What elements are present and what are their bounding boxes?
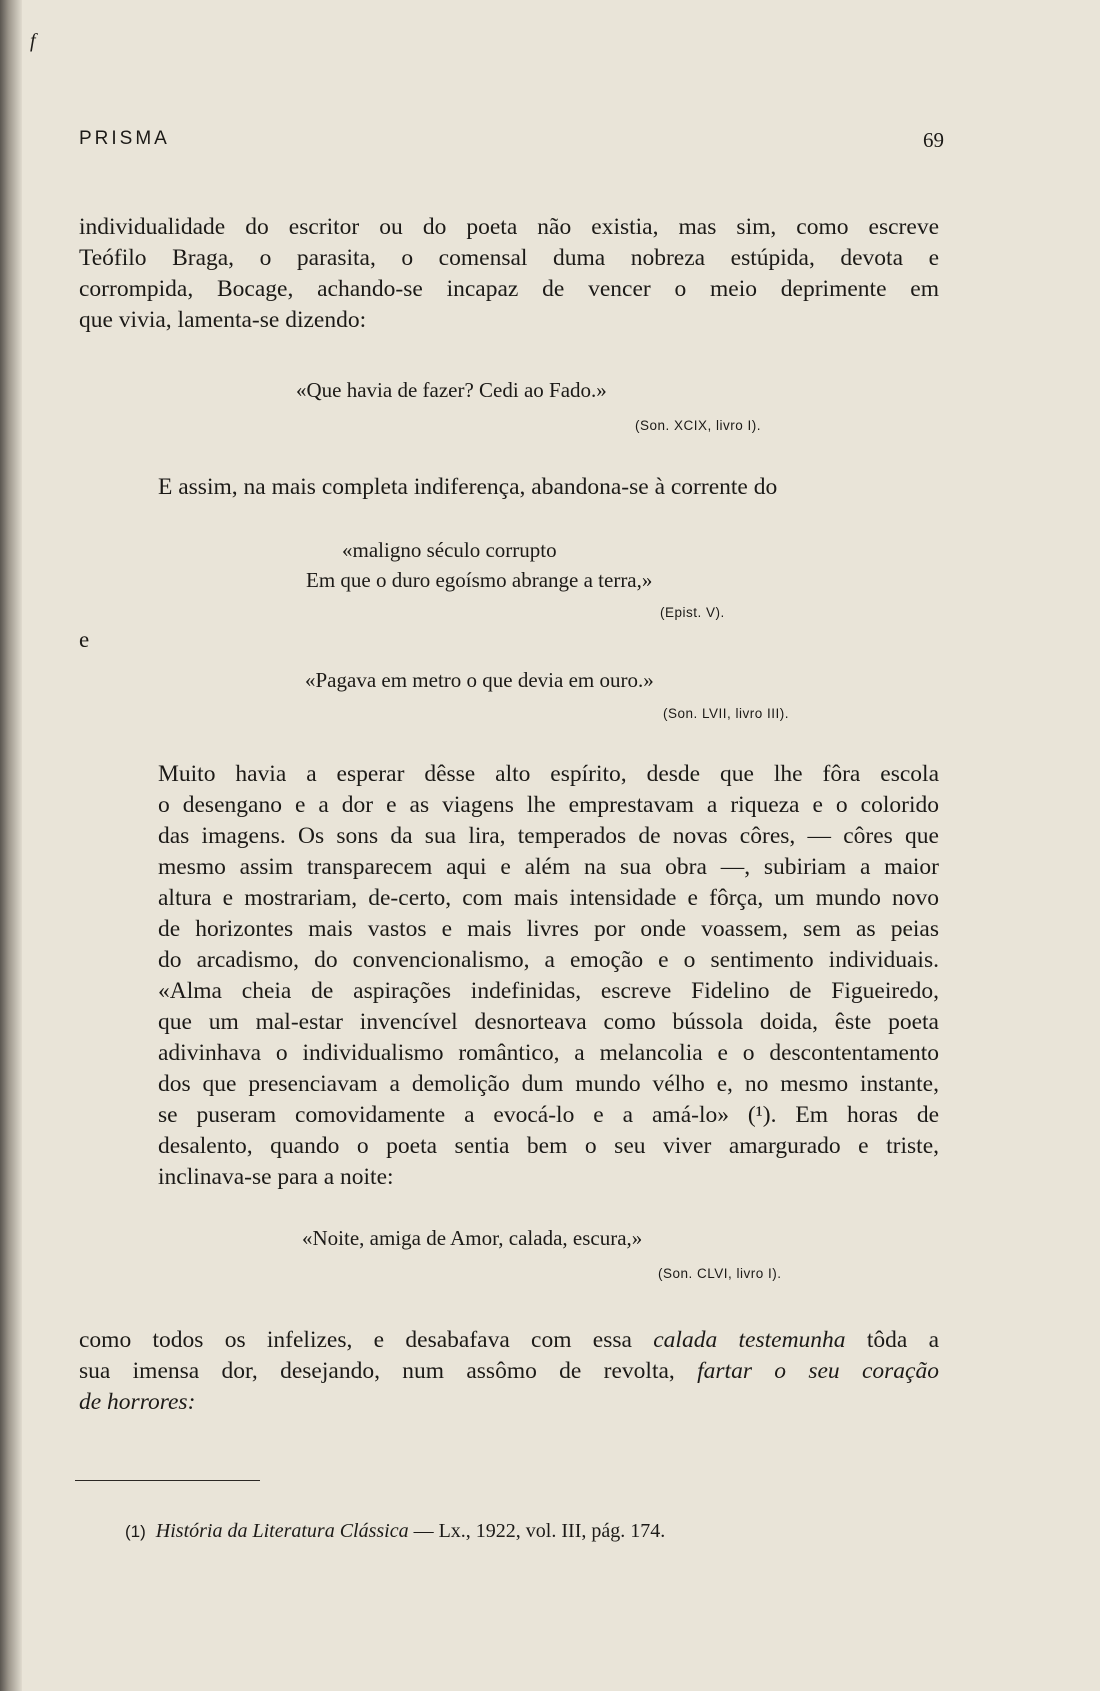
paragraph-line: Muito havia a esperar dêsse alto espírito, desde que lhe fôra escola [158,761,939,787]
running-head: PRISMA [79,128,170,149]
footnote-title: História da Literatura Clássica [155,1520,409,1542]
verse-quote-3: «Pagava em metro o que devia em ouro.» [305,668,654,692]
paragraph-line: de horizontes mais vastos e mais livres por onde voassem, sem as peias [158,916,939,942]
paragraph-4 [79,1325,939,1418]
paragraph-line: Teófilo Braga, o parasita, o comensal duma nobreza estúpida, devota e [79,245,939,271]
paragraph-line: mesmo assim transparecem aqui e além na sua obra —, subiriam a maior [158,854,939,880]
paragraph-line: corrompida, Bocage, achando-se incapaz de vencer o meio deprimente em [79,276,939,302]
paragraph-line: «Alma cheia de aspirações indefinidas, escreve Fidelino de Figueiredo, [158,978,939,1004]
italic-phrase: calada testemunha [653,1327,846,1353]
paragraph-line: E assim, na mais completa indiferença, abandona-se à corrente do [158,474,778,500]
paragraph-line: desalento, quando o poeta sentia bem o seu viver amargurado e triste, [158,1133,939,1159]
verse-source-4: (Son. CLVI, livro I). [658,1266,782,1281]
verse-quote-2-line-1: «maligno século corrupto [342,538,557,562]
verse-source-3: (Son. LVII, livro III). [663,706,790,721]
paragraph-line: do arcadismo, do convencionalismo, a emoção e o sentimento individuais. [158,947,939,973]
verse-quote-1: «Que havia de fazer? Cedi ao Fado.» [296,378,607,402]
paragraph-1 [79,212,939,336]
italic-phrase: fartar o seu coração [697,1358,939,1384]
footnote-mark: (1) [125,1522,146,1541]
verse-quote-2-line-2: Em que o duro egoísmo abrange a terra,» [306,568,653,592]
verse-source-1: (Son. XCIX, livro I). [635,418,762,433]
text-run: como todos os infelizes, e desabafava com essa [79,1327,654,1353]
paragraph-line: inclinava-se para a noite: [158,1164,394,1190]
footnote-separator [75,1480,260,1481]
verse-quote-4: «Noite, amiga de Amor, calada, escura,» [302,1226,643,1250]
paragraph-line [79,1356,939,1387]
footnote [125,1520,665,1543]
paragraph-line: que vivia, lamenta-se dizendo: [79,307,367,333]
text-run: tôda a [845,1327,940,1353]
paragraph-3 [79,759,939,1193]
paragraph-line: o desengano e a dor e as viagens lhe emprestavam a riqueza e o colorido [158,792,939,818]
verse-source-2: (Epist. V). [660,605,725,620]
page-number: 69 [923,128,944,152]
paragraph-line: que um mal-estar invencível desnorteava como bússola doida, êste poeta [158,1009,939,1035]
paragraph-line: adivinhava o individualismo romântico, a melancolia e o descontentamento [158,1040,939,1066]
footnote-details: — Lx., 1922, vol. III, pág. 174. [408,1520,666,1542]
paragraph-line: dos que presenciavam a demolição dum mundo vélho e, no mesmo instante, [158,1071,939,1097]
paragraph-2 [79,472,939,503]
italic-phrase: de horrores: [79,1389,196,1415]
page-header [79,128,944,158]
conjunction: e [79,627,90,652]
paragraph-line: se puseram comovidamente a evocá-lo e a amá-lo» (¹). Em horas de [158,1102,939,1128]
paragraph-line [79,1387,939,1418]
page-binding-shadow [0,0,22,1691]
stray-ink-mark: f [30,30,36,52]
paragraph-line: individualidade do escritor ou do poeta não existia, mas sim, como escreve [79,214,939,240]
text-run: sua imensa dor, desejando, num assômo de revolta, [79,1358,698,1384]
paragraph-line [79,1325,939,1356]
paragraph-line: das imagens. Os sons da sua lira, temperados de novas côres, — côres que [158,823,939,849]
paragraph-line: altura e mostrariam, de-certo, com mais intensidade e fôrça, um mundo novo [158,885,939,911]
